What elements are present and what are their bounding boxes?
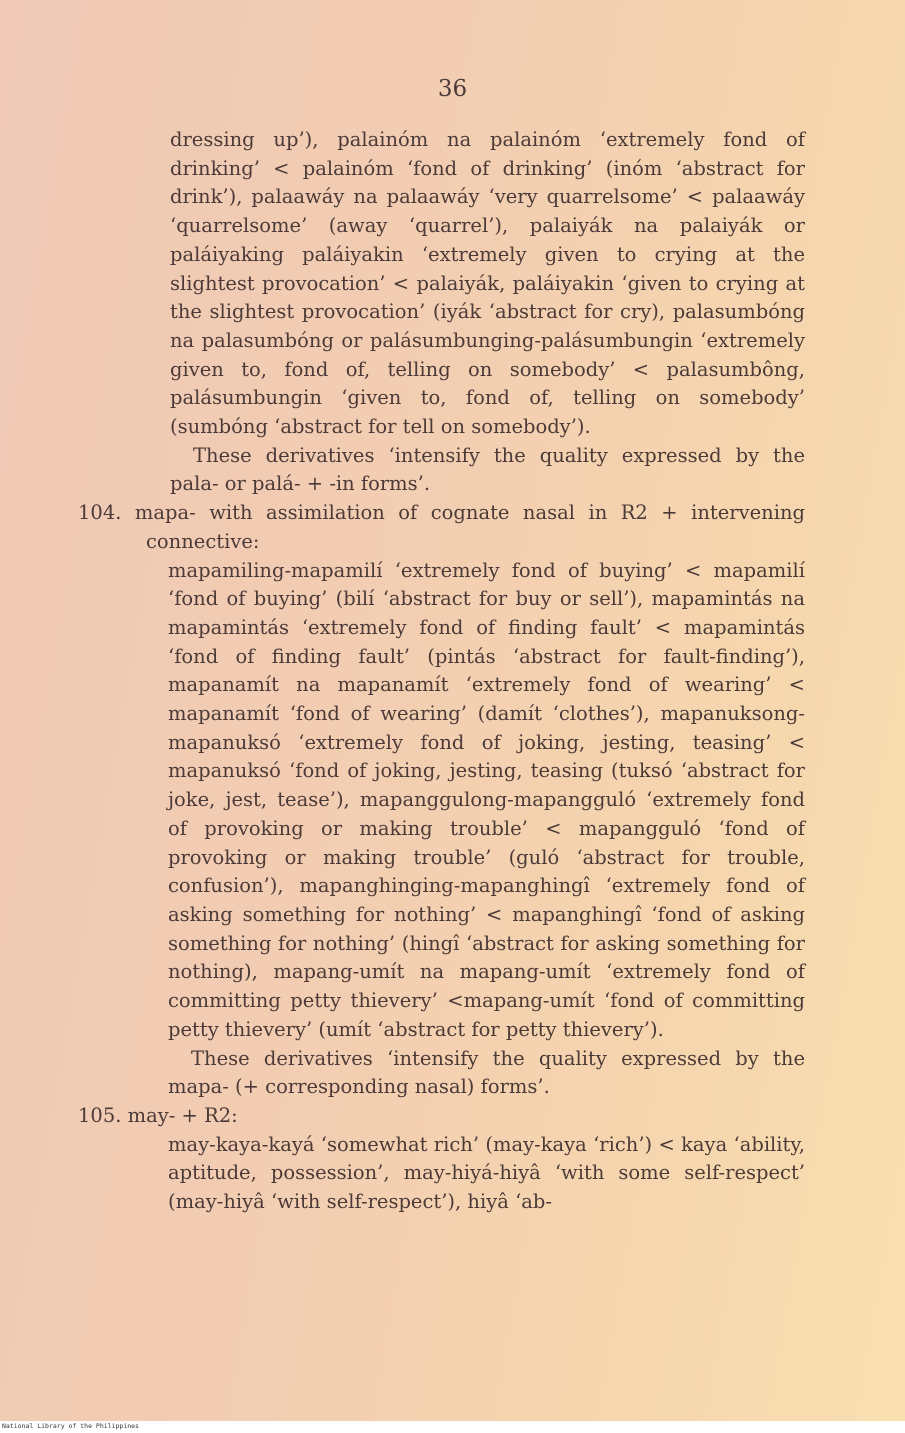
paragraph-pala-summary: These derivatives ‘intensify the quality expressed by the pala- or palá- + -in forms’. <box>170 443 805 496</box>
body-text <box>78 126 805 1217</box>
section-105-title: may- + R2: <box>127 1103 238 1127</box>
section-105-heading <box>78 1102 805 1131</box>
section-105-number: 105. <box>78 1103 122 1127</box>
section-104-heading <box>78 499 805 556</box>
paragraph-may: may-kaya-kayá ‘somewhat rich’ (may-kaya ‘rich’) < kaya ‘ability, aptitude, possession’, may-hiyá-hiyâ ‘with some self-respect’ (may-hiyâ ‘with self-respect’), hiyâ ‘ab- <box>168 1132 805 1214</box>
footer-credit: National Library of the Philippines <box>0 1421 905 1431</box>
section-104-title: mapa- with assimilation of cognate nasal in R2 + intervening connective: <box>134 501 805 553</box>
section-104-number: 104. <box>78 501 122 525</box>
page-number: 36 <box>437 76 468 102</box>
paragraph-mapa: mapamiling-mapamilí ‘extremely fond of buying’ < mapamilí ‘fond of buying’ (bilí ‘abstract for buy or sell’), mapamintás na mapamintás ‘extremely fond of finding fault’ < mapamintás ‘fond of finding fault’ (pintás ‘abstract for fault-finding’), mapanamít na mapanamít ‘extremely fond of wearing’ < mapanamít ‘fond of wearing’ (damít ‘clothes’), mapanuksong-mapanuksó ‘extremely fond of joking, jesting, teasing’ < mapanuksó ‘fond of joking, jesting, teasing (tuksó ‘abstract for joke, jest, tease’), mapanggulong-mapangguló ‘extremely fond of provoking or making trouble’ < mapangguló ‘fond of provoking or making trouble’ (guló ‘abstract for trouble, confusion’), mapanghinging-mapanghingî ‘extremely fond of asking something for nothing’ < mapanghingî ‘fond of asking something for nothing’ (hingî ‘abstract for asking something for nothing), mapang-umít na mapang-umít ‘extremely fond of committing petty thievery’ <mapang-umít ‘fond of committing petty thievery’ (umít ‘abstract for petty thievery’). <box>168 558 805 1041</box>
paragraph-mapa-summary: These derivatives ‘intensify the quality expressed by the mapa- (+ corresponding nasal) forms’. <box>168 1046 805 1099</box>
paragraph-palainom: dressing up’), palainóm na palainóm ‘extremely fond of drinking’ < palainóm ‘fond of drinking’ (inóm ‘abstract for drink’), palaawáy na palaawáy ‘very quarrelsome’ < palaawáy ‘quarrelsome’ (away ‘quarrel’), palaiyák na palaiyák or paláiyaking paláiyakin ‘extremely given to crying at the slightest provocation’ < palaiyák, paláiyakin ‘given to crying at the slightest provocation’ (iyák ‘abstract for cry), palasumbóng na palasumbóng or palásumbunging-palásumbungin ‘extremely given to, fond of, telling on somebody’ < palasumbông, palásumbungin ‘given to, fond of, telling on somebody’ (sumbóng ‘abstract for tell on somebody’). <box>170 128 805 439</box>
